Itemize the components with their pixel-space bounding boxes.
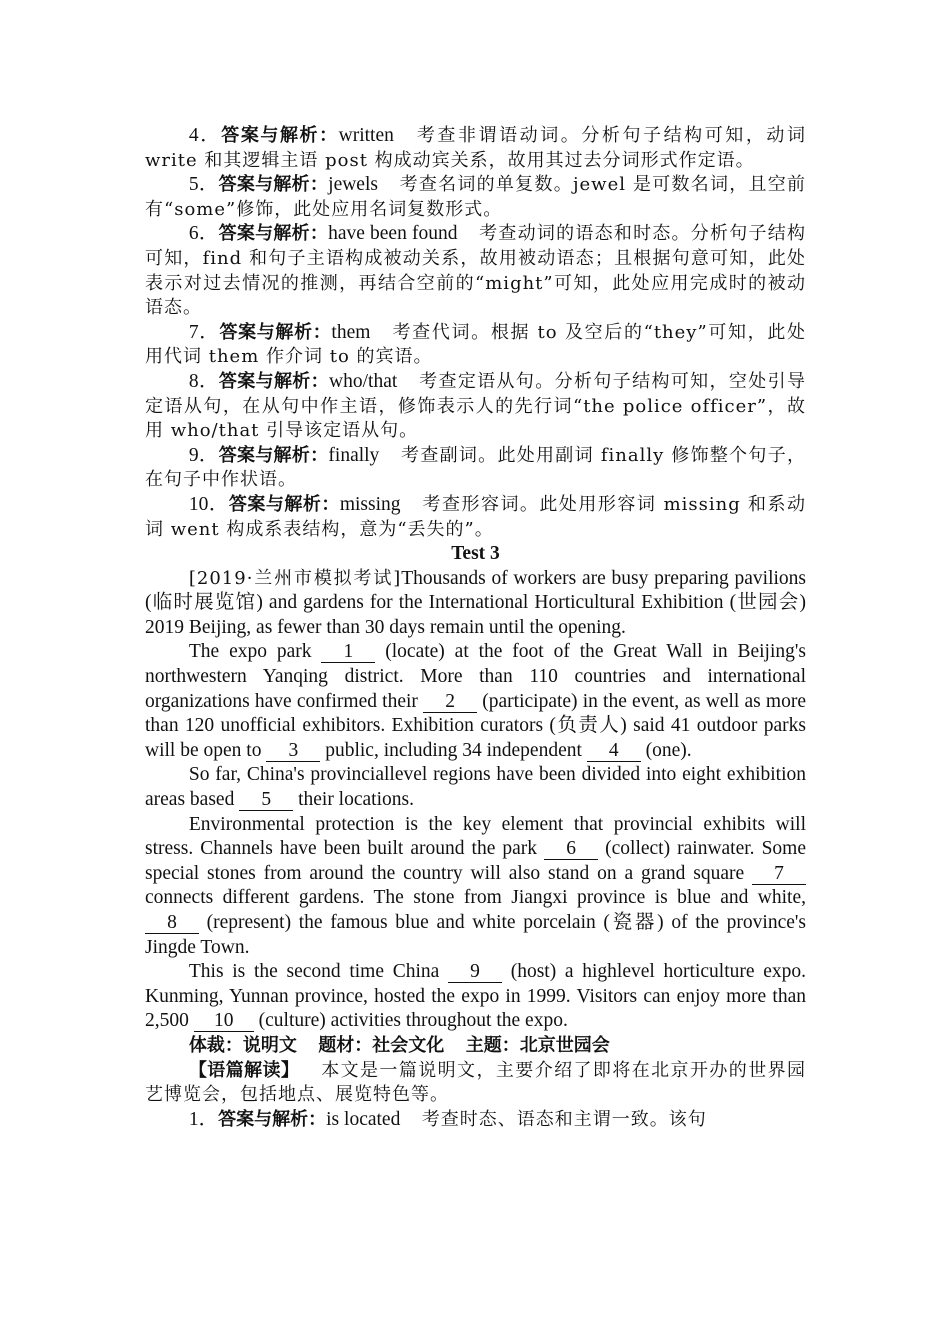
answer-number: 8． xyxy=(188,370,219,392)
topic-label: 题材：社会文化 xyxy=(318,1034,445,1056)
paragraph-text: their locations. xyxy=(293,789,414,811)
paragraph-text: (host) a highlevel horticulture expo. Kunming, Yunnan province, hosted the expo in 1999. Visitors can enjoy more than 2,500 xyxy=(145,961,806,1032)
answer-value: have been found xyxy=(328,223,458,245)
answer-label: 答案与解析： xyxy=(218,370,330,392)
answer-explanation: 考查非谓语动词。分析句子结构可知，动词 write 和其逻辑主语 post 构成动宾关系，故用其过去分词形式作定语。 xyxy=(145,125,806,171)
answer-explanation: 考查副词。此处用副词 finally 修饰整个句子，在句子中作状语。 xyxy=(145,444,806,491)
test-title: Test 3 xyxy=(451,543,500,565)
answer-label: 答案与解析： xyxy=(221,125,339,146)
document-page xyxy=(145,124,806,1132)
answer-number: 10． xyxy=(188,493,229,515)
blank-6: 6 xyxy=(544,839,598,860)
answer-item-10 xyxy=(145,493,806,542)
answer-item-8 xyxy=(145,370,806,444)
answer-explanation: 考查定语从句。分析句子结构可知，空处引导定语从句，在从句中作主语，修饰表示人的先行词“the police officer”，故用 who/that 引导该定语从句。 xyxy=(145,370,806,442)
answer-number: 4． xyxy=(188,125,222,146)
genre-label: 体裁：说明文 xyxy=(188,1034,297,1056)
answer-number: 6． xyxy=(188,223,219,245)
paragraph-text: public, including 34 independent xyxy=(320,739,587,761)
paragraph-text: So far, China's provinciallevel regions have been divided into eight exhibition areas based xyxy=(145,764,806,811)
answer-label: 答案与解析： xyxy=(219,321,332,343)
reading-text: 本文是一篇说明文，主要介绍了即将在北京开办的世界园艺博览会，包括地点、展览特色等。 xyxy=(145,1059,807,1106)
answer-item-5 xyxy=(145,173,806,222)
paragraph-text: (one). xyxy=(640,739,692,761)
blank-9: 9 xyxy=(448,962,502,983)
passage-paragraph-4 xyxy=(145,813,806,961)
blank-10: 10 xyxy=(194,1011,254,1032)
answer-label: 答案与解析： xyxy=(218,1108,327,1130)
theme-label: 主题：北京世园会 xyxy=(465,1034,610,1056)
answer-number: 1． xyxy=(188,1108,219,1130)
answer-explanation: 考查动词的语态和时态。分析句子结构可知，find 和句子主语构成被动关系，故用被动语态；且根据句意可知，此处表示对过去情况的推测，再结合空前的“might”可知，此处应用完成时的被动语态。 xyxy=(145,223,807,319)
answer-item-9 xyxy=(145,444,806,493)
blank-2: 2 xyxy=(423,692,477,713)
answer-label: 答案与解析： xyxy=(218,444,329,466)
passage-paragraph-1 xyxy=(145,567,806,641)
answer-number: 9． xyxy=(188,444,219,466)
blank-1: 1 xyxy=(321,642,375,663)
answer-explanation: 考查代词。根据 to 及空后的“they”可知，此处用代词 them 作介词 to 的宾语。 xyxy=(145,321,806,368)
answer-value: them xyxy=(331,321,371,343)
answer-label: 答案与解析： xyxy=(218,174,329,196)
answer-explanation: 考查时态、语态和主谓一致。该句 xyxy=(421,1108,707,1130)
paragraph-text: connects different gardens. The stone from Jiangxi province is blue and white, xyxy=(145,887,806,909)
passage-paragraph-5 xyxy=(145,960,806,1034)
answer-item-1 xyxy=(145,1108,806,1133)
blank-5: 5 xyxy=(239,790,293,811)
paragraph-text: (locate) at the foot of the Great Wall in Beijing's northwestern Yanqing district. More than 110 countries and international organizations have confirmed their xyxy=(145,641,806,712)
answer-item-6 xyxy=(145,222,806,320)
paragraph-text: (collect) rainwater. Some special stones from around the country will also stand on a grand square xyxy=(145,838,807,884)
blank-3: 3 xyxy=(266,741,320,762)
reading-label: 【语篇解读】 xyxy=(188,1059,300,1081)
passage-paragraph-3 xyxy=(145,763,806,812)
blank-7: 7 xyxy=(752,864,806,885)
answer-explanation: 考查名词的单复数。jewel 是可数名词，且空前有“some”修饰，此处应用名词复数形式。 xyxy=(145,174,806,220)
paragraph-text: (represent) the famous blue and white porcelain (瓷器) of the province's Jingde Town. xyxy=(145,912,806,958)
passage-paragraph-2 xyxy=(145,640,806,763)
paragraph-text: This is the second time China xyxy=(188,961,448,983)
answer-value: is located xyxy=(326,1108,401,1130)
blank-8: 8 xyxy=(145,913,199,934)
answer-explanation: 考查形容词。此处用形容词 missing 和系动词 went 构成系表结构，意为“丢失的”。 xyxy=(145,493,806,540)
paragraph-text: (participate) in the event, as well as more than 120 unofficial exhibitors. Exhibition curators (负责人) said 41 outdoor parks will be open to xyxy=(145,690,806,761)
answer-label: 答案与解析： xyxy=(228,493,340,515)
answer-value: written xyxy=(338,125,394,146)
paragraph-text: Thousands of workers are busy preparing pavilions (临时展览馆) and gardens for the International Horticultural Exhibition (世园会) 2019 Beijing, as fewer than 30 days remain until the opening. xyxy=(145,567,807,638)
source-note: [2019·兰州市模拟考试] xyxy=(188,567,402,589)
answer-item-4 xyxy=(145,124,806,173)
answer-value: who/that xyxy=(329,370,398,392)
answer-value: missing xyxy=(339,493,401,515)
answer-number: 7． xyxy=(188,321,220,343)
paragraph-text: Environmental protection is the key element that provincial exhibits will stress. Channels have been built around the park xyxy=(145,813,806,860)
blank-4: 4 xyxy=(587,741,641,762)
answer-item-7 xyxy=(145,321,806,370)
paragraph-text: (culture) activities throughout the expo. xyxy=(253,1010,568,1032)
paragraph-text: The expo park xyxy=(188,641,322,663)
answer-label: 答案与解析： xyxy=(218,223,329,245)
answer-number: 5． xyxy=(188,174,219,196)
answer-value: jewels xyxy=(328,174,378,196)
answer-value: finally xyxy=(328,444,380,466)
reading-summary xyxy=(145,1059,806,1108)
meta-line xyxy=(145,1034,806,1059)
